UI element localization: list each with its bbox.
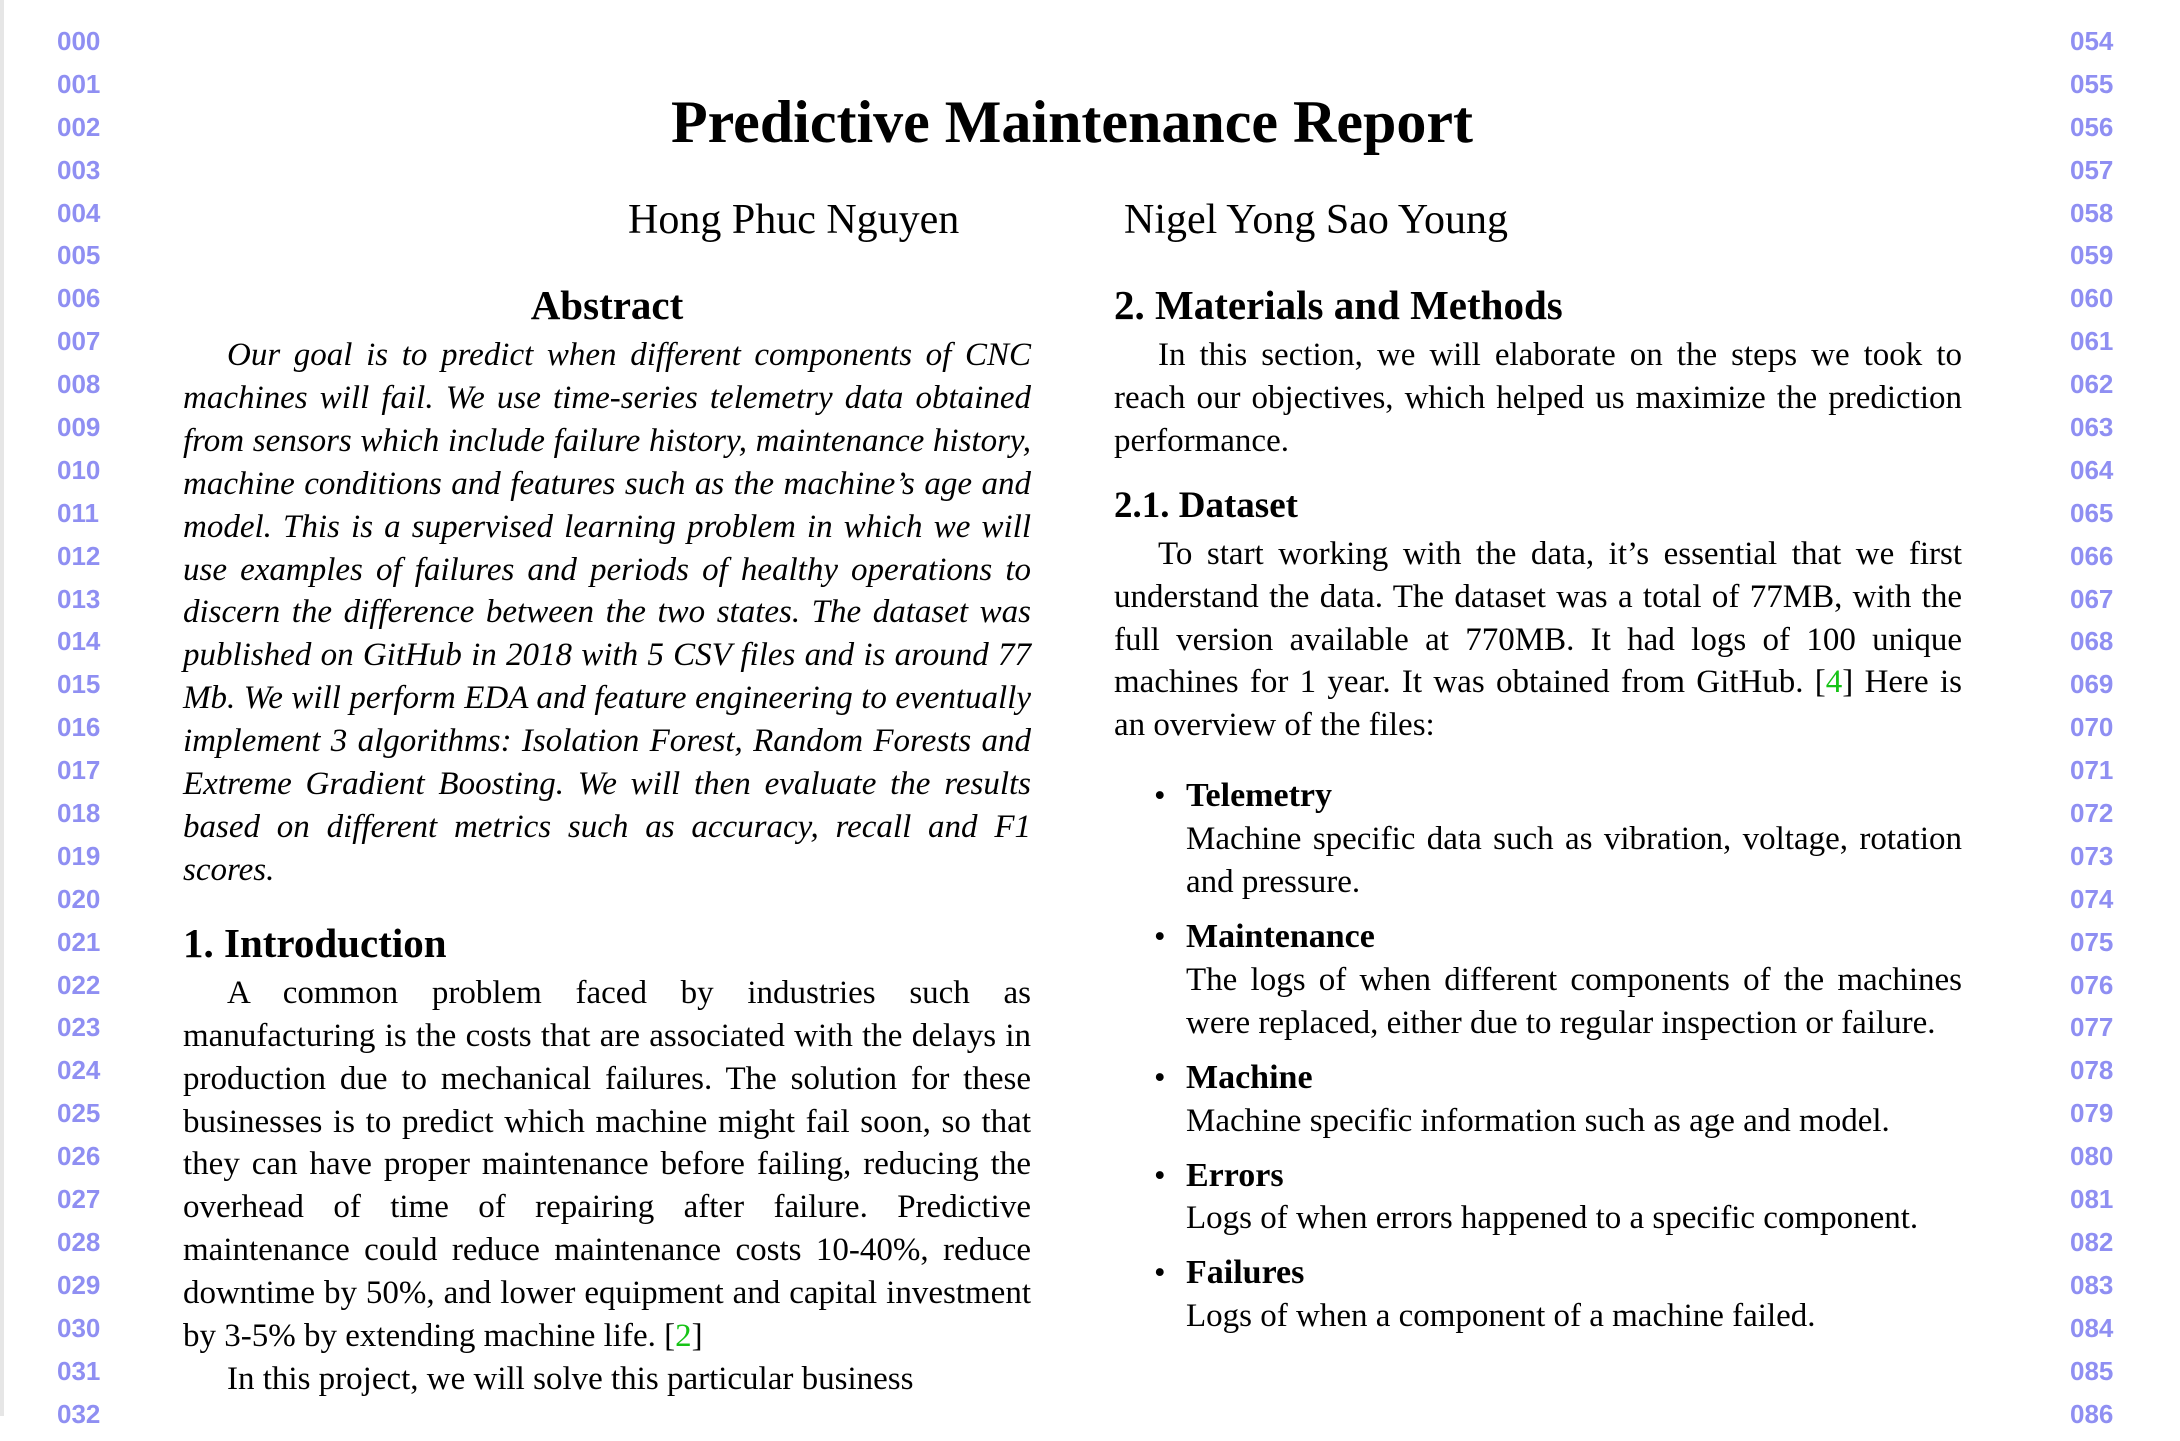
file-title: Failures [1186, 1252, 1962, 1295]
line-number: 064 [2070, 455, 2113, 498]
line-number: 074 [2070, 884, 2113, 927]
line-number: 058 [2070, 198, 2113, 241]
file-title: Telemetry [1186, 775, 1962, 818]
bullet-icon: • [1154, 916, 1166, 959]
file-list [1114, 775, 1962, 1338]
line-number: 012 [57, 541, 100, 584]
file-desc: Machine specific data such as vibration, voltage, rotation and pressure. [1186, 818, 1962, 904]
line-number: 083 [2070, 1270, 2113, 1313]
line-number: 026 [57, 1141, 100, 1184]
abstract-text: Our goal is to predict when different components of CNC machines will fail. We use time-series telemetry data obtained from sensors which include failure history, maintenance history, machine conditions and features such as the machine’s age and model. This is a supervised learning problem in which we will use examples of failures and periods of healthy operations to discern the difference between the two states. The dataset was published on GitHub in 2018 with 5 CSV files and is around 77 Mb. We will perform EDA and feature engineering to eventually implement 3 algorithms: Isolation Forest, Random Forests and Extreme Gradient Boosting. We will then evaluate the results based on different metrics such as accuracy, recall and F1 scores. [183, 334, 1031, 892]
line-number: 018 [57, 798, 100, 841]
line-number: 077 [2070, 1012, 2113, 1055]
line-number: 060 [2070, 283, 2113, 326]
line-number: 015 [57, 669, 100, 712]
dataset-heading: 2.1. Dataset [1114, 483, 1962, 529]
page-edge [0, 0, 4, 1416]
file-title: Machine [1186, 1057, 1962, 1100]
line-number: 062 [2070, 369, 2113, 412]
line-number: 072 [2070, 798, 2113, 841]
citation-link-2[interactable]: 2 [675, 1318, 692, 1354]
bullet-icon: • [1154, 1155, 1166, 1198]
line-number: 059 [2070, 240, 2113, 283]
left-column [183, 280, 1031, 1401]
methods-intro: In this section, we will elaborate on the steps we took to reach our objectives, which helped us maximize the prediction performance. [1114, 334, 1962, 463]
line-number: 001 [57, 69, 100, 112]
line-number: 013 [57, 584, 100, 627]
file-desc: Logs of when a component of a machine failed. [1186, 1295, 1962, 1338]
line-number: 061 [2070, 326, 2113, 369]
introduction-heading: 1. Introduction [183, 918, 1031, 968]
bullet-icon: • [1154, 1057, 1166, 1100]
line-number: 007 [57, 326, 100, 369]
line-number: 027 [57, 1184, 100, 1227]
line-number: 022 [57, 970, 100, 1013]
line-number: 073 [2070, 841, 2113, 884]
line-number: 005 [57, 240, 100, 283]
line-number: 085 [2070, 1356, 2113, 1399]
line-number: 057 [2070, 155, 2113, 198]
author-2: Nigel Yong Sao Young [1124, 196, 1508, 244]
line-number: 025 [57, 1098, 100, 1141]
list-item [1114, 1057, 1962, 1143]
line-number: 076 [2070, 970, 2113, 1013]
line-number: 066 [2070, 541, 2113, 584]
line-number: 006 [57, 283, 100, 326]
dataset-para-text: To start working with the data, it’s essential that we first understand the data. The dataset was a total of 77MB, with the full version available at 770MB. It had logs of 100 unique machines for 1 year. It was obtained from GitHub. [1114, 536, 1962, 701]
line-number: 067 [2070, 584, 2113, 627]
line-number: 029 [57, 1270, 100, 1313]
line-number: 070 [2070, 712, 2113, 755]
line-number: 031 [57, 1356, 100, 1399]
line-number: 081 [2070, 1184, 2113, 1227]
list-item [1114, 1155, 1962, 1241]
list-item [1114, 1252, 1962, 1338]
line-number: 002 [57, 112, 100, 155]
right-column [1114, 280, 1962, 1350]
file-desc: The logs of when different components of the machines were replaced, either due to regular inspection or failure. [1186, 959, 1962, 1045]
file-title: Errors [1186, 1155, 1962, 1198]
line-numbers-left [57, 26, 100, 1441]
line-number: 008 [57, 369, 100, 412]
introduction-para-2: In this project, we will solve this particular business [183, 1358, 1031, 1401]
file-title: Maintenance [1186, 916, 1962, 959]
line-number: 069 [2070, 669, 2113, 712]
author-1: Hong Phuc Nguyen [628, 196, 959, 244]
line-number: 016 [57, 712, 100, 755]
line-number: 071 [2070, 755, 2113, 798]
line-number: 056 [2070, 112, 2113, 155]
list-item [1114, 916, 1962, 1045]
line-number: 055 [2070, 69, 2113, 112]
line-number: 080 [2070, 1141, 2113, 1184]
line-number: 065 [2070, 498, 2113, 541]
line-number: 021 [57, 927, 100, 970]
line-number: 017 [57, 755, 100, 798]
paper-title: Predictive Maintenance Report [0, 88, 2144, 157]
line-number: 020 [57, 884, 100, 927]
list-item [1114, 775, 1962, 904]
line-number: 063 [2070, 412, 2113, 455]
line-numbers-right [2070, 26, 2113, 1441]
introduction-para-1-text: A common problem faced by industries such as manufacturing is the costs that are associated with the delays in production due to mechanical failures. The solution for these businesses is to predict which machine might fail soon, so that they can have proper maintenance before failing, reducing the overhead of time of repairing after failure. Predictive maintenance could reduce maintenance costs 10-40%, reduce downtime by 50%, and lower equipment and capital investment by 3-5% by extending machine life. [183, 975, 1031, 1354]
bullet-icon: • [1154, 1252, 1166, 1295]
line-number: 019 [57, 841, 100, 884]
abstract-heading: Abstract [183, 280, 1031, 330]
citation-link-4[interactable]: 4 [1826, 664, 1843, 700]
dataset-para-tail: Here is an overview of the files: [1114, 664, 1962, 743]
line-number: 078 [2070, 1055, 2113, 1098]
line-number: 084 [2070, 1313, 2113, 1356]
line-number: 086 [2070, 1399, 2113, 1441]
file-desc: Machine specific information such as age and model. [1186, 1100, 1962, 1143]
methods-heading: 2. Materials and Methods [1114, 280, 1962, 330]
line-number: 082 [2070, 1227, 2113, 1270]
line-number: 030 [57, 1313, 100, 1356]
line-number: 009 [57, 412, 100, 455]
line-number: 054 [2070, 26, 2113, 69]
line-number: 011 [57, 498, 100, 541]
line-number: 023 [57, 1012, 100, 1055]
dataset-para: To start working with the data, it’s essential that we first understand the data. The dataset was a total of 77MB, with the full version available at 770MB. It had logs of 100 unique machines for 1 year. It was obtained from GitHub. [4] Here is an overview of the files: [1114, 533, 1962, 748]
line-number: 024 [57, 1055, 100, 1098]
introduction-para-1: A common problem faced by industries such as manufacturing is the costs that are associated with the delays in production due to mechanical failures. The solution for these businesses is to predict which machine might fail soon, so that they can have proper maintenance before failing, reducing the overhead of time of repairing after failure. Predictive maintenance could reduce maintenance costs 10-40%, reduce downtime by 50%, and lower equipment and capital investment by 3-5% by extending machine life. [2] [183, 972, 1031, 1358]
line-number: 003 [57, 155, 100, 198]
bullet-icon: • [1154, 775, 1166, 818]
line-number: 075 [2070, 927, 2113, 970]
line-number: 014 [57, 626, 100, 669]
line-number: 028 [57, 1227, 100, 1270]
line-number: 032 [57, 1399, 100, 1441]
line-number: 079 [2070, 1098, 2113, 1141]
line-number: 004 [57, 198, 100, 241]
file-desc: Logs of when errors happened to a specific component. [1186, 1197, 1962, 1240]
line-number: 068 [2070, 626, 2113, 669]
line-number: 010 [57, 455, 100, 498]
line-number: 000 [57, 26, 100, 69]
